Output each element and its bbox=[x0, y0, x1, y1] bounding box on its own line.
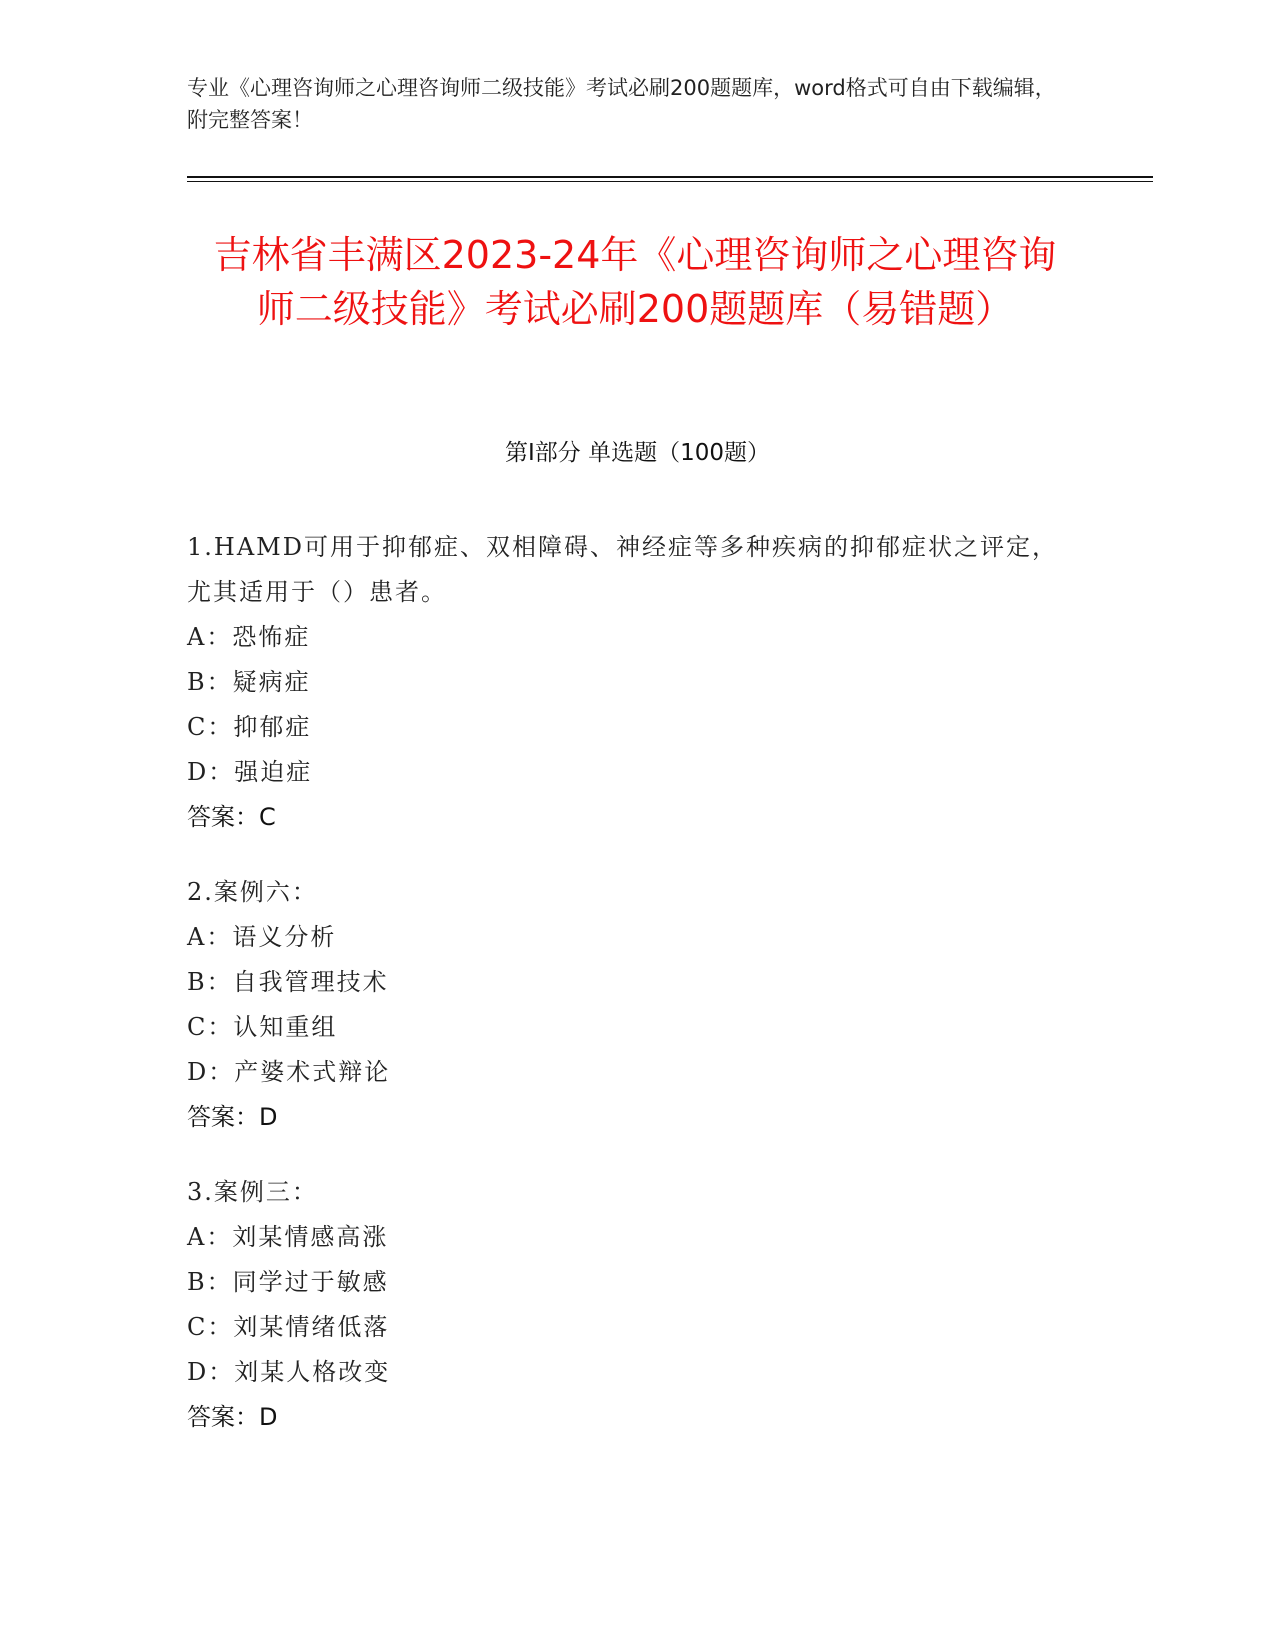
option-d: D：强迫症 bbox=[187, 758, 313, 786]
option-d: D：刘某人格改变 bbox=[187, 1358, 391, 1386]
question-stem: 3.案例三： bbox=[187, 1178, 318, 1206]
option-a: A：恐怖症 bbox=[187, 623, 311, 651]
section-heading: 第I部分 单选题（100题） bbox=[505, 440, 770, 466]
header-divider-thick bbox=[187, 176, 1153, 178]
option-d: D：产婆术式辩论 bbox=[187, 1058, 391, 1086]
question-list bbox=[187, 525, 1077, 1470]
option-a: A：刘某情感高涨 bbox=[187, 1223, 389, 1251]
question-3 bbox=[187, 1170, 1077, 1440]
option-b: B：自我管理技术 bbox=[187, 968, 389, 996]
answer-line: 答案：D bbox=[187, 1403, 278, 1431]
option-c: C：刘某情绪低落 bbox=[187, 1313, 390, 1341]
option-c: C：抑郁症 bbox=[187, 713, 312, 741]
answer-line: 答案：D bbox=[187, 1103, 278, 1131]
header-note: 专业《心理咨询师之心理咨询师二级技能》考试必刷200题题库，word格式可自由下载编辑，附完整答案！ bbox=[187, 76, 1056, 132]
option-b: B：疑病症 bbox=[187, 668, 311, 696]
header-divider-thin bbox=[187, 181, 1153, 182]
question-1 bbox=[187, 525, 1077, 840]
option-b: B：同学过于敏感 bbox=[187, 1268, 389, 1296]
option-a: A：语义分析 bbox=[187, 923, 337, 951]
document-title: 吉林省丰满区2023-24年《心理咨询师之心理咨询师二级技能》考试必刷200题题库（易错题） bbox=[213, 233, 1057, 331]
question-stem: 2.案例六： bbox=[187, 878, 318, 906]
question-2 bbox=[187, 870, 1077, 1140]
option-c: C：认知重组 bbox=[187, 1013, 338, 1041]
answer-line: 答案：C bbox=[187, 803, 276, 831]
question-stem: 1.HAMD可用于抑郁症、双相障碍、神经症等多种疾病的抑郁症状之评定，尤其适用于（）患者。 bbox=[187, 533, 1058, 606]
